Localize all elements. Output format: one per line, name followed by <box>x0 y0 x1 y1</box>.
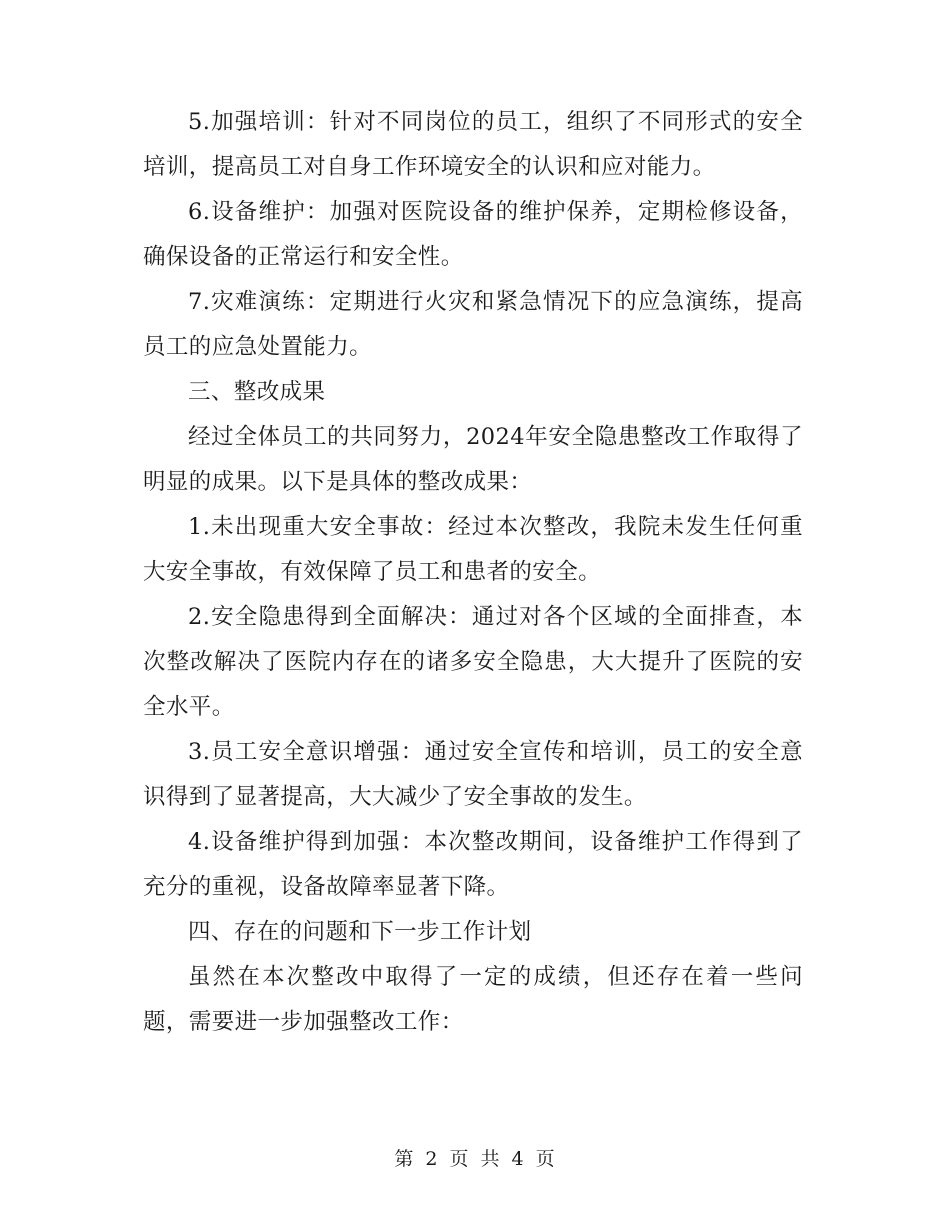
paragraph-result-hazards-resolved: 2.安全隐患得到全面解决：通过对各个区域的全面排查，本次整改解决了医院内存在的诸多安全隐患，大大提升了医院的安全水平。 <box>143 604 803 720</box>
section-heading-results: 三、整改成果 <box>188 379 326 405</box>
section-heading-problems-plan: 四、存在的问题和下一步工作计划 <box>188 919 532 945</box>
paragraph-result-maintenance: 4.设备维护得到加强：本次整改期间，设备维护工作得到了充分的重视，设备故障率显著下降。 <box>143 829 803 900</box>
paragraph-disaster-drill: 7.灾难演练：定期进行火灾和紧急情况下的应急演练，提高员工的应急处置能力。 <box>143 289 803 360</box>
paragraph-training: 5.加强培训：针对不同岗位的员工，组织了不同形式的安全培训，提高员工对自身工作环境安全的认识和应对能力。 <box>143 109 803 180</box>
paragraph-result-awareness: 3.员工安全意识增强：通过安全宣传和培训，员工的安全意识得到了显著提高，大大减少了安全事故的发生。 <box>143 739 803 810</box>
paragraph-result-no-accidents: 1.未出现重大安全事故：经过本次整改，我院未发生任何重大安全事故，有效保障了员工和患者的安全。 <box>143 514 803 585</box>
paragraph-results-intro: 经过全体员工的共同努力，2024年安全隐患整改工作取得了明显的成果。以下是具体的整改成果： <box>143 424 803 495</box>
paragraph-problems-intro: 虽然在本次整改中取得了一定的成绩，但还存在着一些问题，需要进一步加强整改工作： <box>143 964 803 1035</box>
paragraph-equipment-maintenance: 6.设备维护：加强对医院设备的维护保养，定期检修设备，确保设备的正常运行和安全性。 <box>143 199 803 270</box>
document-body <box>143 100 803 1045</box>
page-number-footer: 第 2 页 共 4 页 <box>394 1148 556 1170</box>
